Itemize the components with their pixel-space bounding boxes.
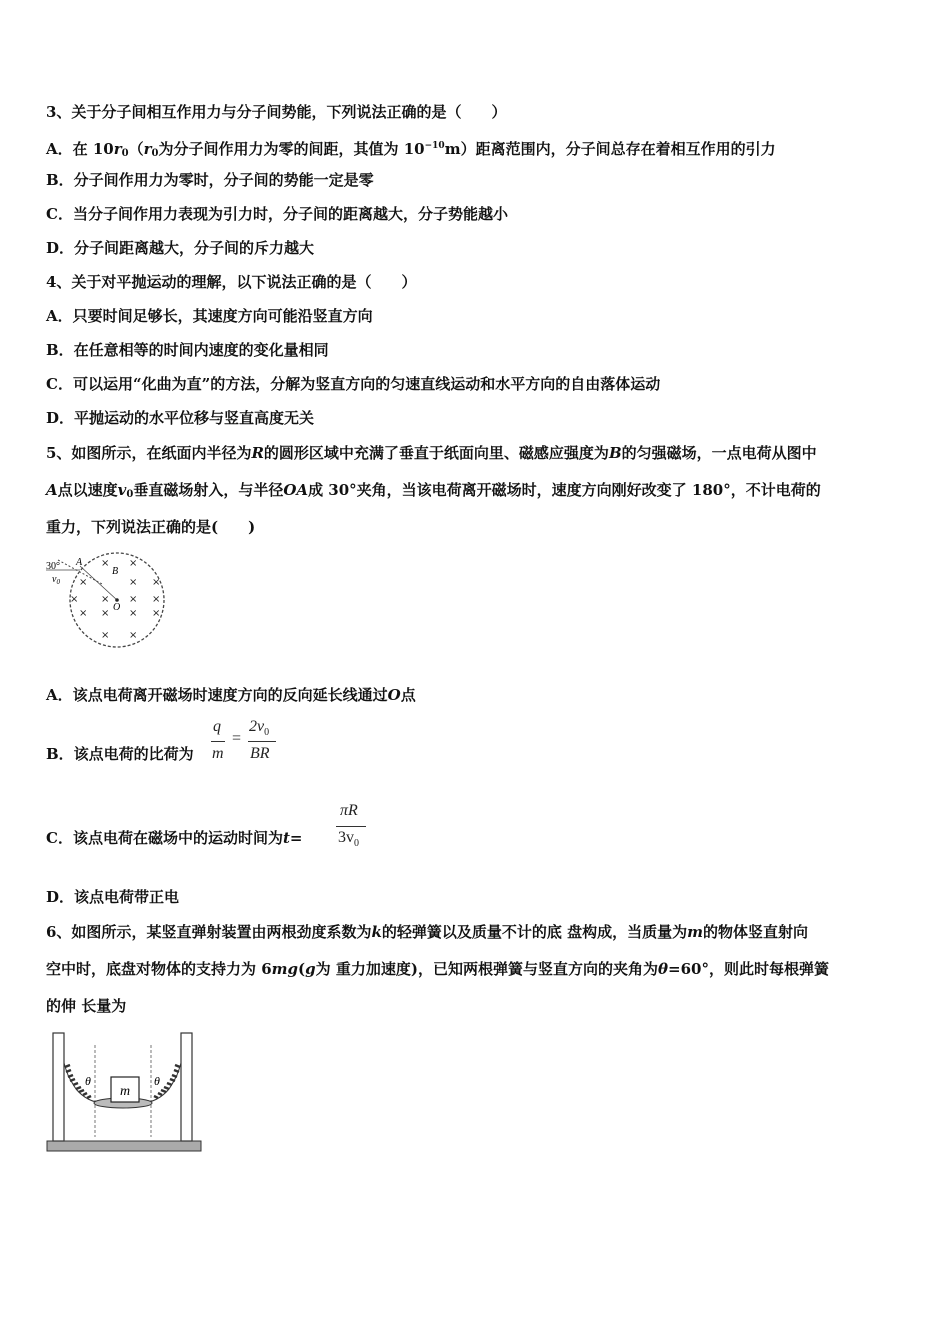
magnetic-field-diagram — [44, 550, 174, 650]
left-spring — [64, 1063, 96, 1102]
spring-launcher-diagram — [44, 1025, 206, 1155]
q4-option-d: D．平抛运动的水平位移与竖直高度无关 — [46, 409, 315, 427]
theta-left-label: θ — [85, 1074, 91, 1088]
svg-text:×: × — [70, 594, 79, 605]
svg-text:×: × — [152, 608, 161, 619]
left-post — [53, 1033, 64, 1141]
base-plate — [47, 1141, 201, 1151]
mass-label: m — [120, 1084, 131, 1099]
point-o-label: O — [113, 602, 121, 613]
q3-option-b: B．分子间作用力为零时，分子间的势能一定是零 — [46, 171, 374, 189]
angle-label: 30° — [46, 561, 60, 572]
svg-text:×: × — [79, 608, 88, 619]
q3-option-d: D．分子间距离越大，分子间的斥力越大 — [46, 239, 315, 257]
svg-text:×: × — [129, 558, 138, 569]
q5-stem-line3: 重力，下列说法正确的是( ) — [46, 518, 256, 536]
svg-text:×: × — [129, 608, 138, 619]
q5-option-c: C．该点电荷在磁场中的运动时间为t= — [46, 829, 303, 847]
theta-right-label: θ — [154, 1074, 160, 1088]
svg-text:×: × — [129, 577, 138, 588]
q4-option-a: A．只要时间足够长，其速度方向可能沿竖直方向 — [46, 307, 373, 325]
q5-option-d: D．该点电荷带正电 — [46, 888, 180, 906]
svg-text:×: × — [129, 594, 138, 605]
svg-text:×: × — [101, 608, 110, 619]
q3-stem: 3、关于分子间相互作用力与分子间势能，下列说法正确的是（ ） — [46, 103, 507, 121]
q3-option-c: C．当分子间作用力表现为引力时，分子间的距离越大，分子势能越小 — [46, 205, 508, 223]
q6-stem-line2: 空中时，底盘对物体的支持力为 6mg(g为 重力加速度)，已知两根弹簧与竖直方向的夹角为θ=60°，则此时每根弹簧 — [46, 960, 829, 978]
q6-stem-line1: 6、如图所示，某竖直弹射装置由两根劲度系数为k的轻弹簧以及质量不计的底 盘构成，当质量为m的物体竖直射向 — [46, 923, 808, 941]
svg-text:×: × — [101, 630, 110, 641]
svg-text:×: × — [152, 577, 161, 588]
q4-option-b: B．在任意相等的时间内速度的变化量相同 — [46, 341, 329, 359]
svg-text:×: × — [101, 594, 110, 605]
q6-stem-line3: 的伸 长量为 — [46, 997, 127, 1015]
velocity-label: $v_0$ — [52, 574, 60, 586]
svg-text:×: × — [129, 630, 138, 641]
point-a-label: A — [76, 557, 83, 568]
svg-text:×: × — [101, 558, 110, 569]
q5-stem-line1: 5、如图所示，在纸面内半径为R的圆形区域中充满了垂直于纸面向里、磁感应强度为B的匀强磁场，一点电荷从图中 — [46, 444, 817, 462]
right-post — [181, 1033, 192, 1141]
q5-option-b: B．该点电荷的比荷为 — [46, 745, 194, 763]
q4-stem: 4、关于对平抛运动的理解，以下说法正确的是（ ） — [46, 273, 417, 291]
q3-option-a: A．在 $10r_0(r_0$为分子间作用力为零的间距，其值为 $10^{-10}m$）距离范围内，分子间总存在着相互作用的引力 — [46, 140, 776, 159]
svg-text:×: × — [79, 577, 88, 588]
q4-option-c: C．可以运用“化曲为直”的方法，分解为竖直方向的匀速直线运动和水平方向的自由落体运动 — [46, 375, 661, 393]
field-b-label: B — [112, 566, 119, 577]
svg-text:×: × — [152, 594, 161, 605]
q5-stem-line2: A点以速度$v_0$垂直磁场射入，与半径OA成 30°夹角，当该电荷离开磁场时，速度方向刚好改变了 180°，不计电荷的 — [46, 481, 821, 500]
q5-option-a: A．该点电荷离开磁场时速度方向的反向延长线通过O点 — [46, 686, 416, 704]
